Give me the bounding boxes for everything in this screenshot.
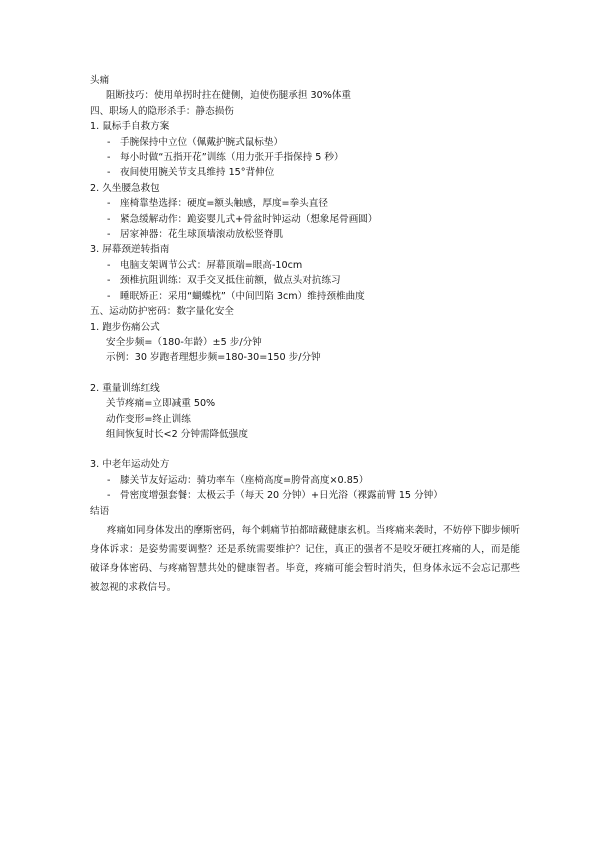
text-line: 阻断技巧：使用单拐时拄在健侧，迫使伤腿承担 30%体重 <box>106 90 352 102</box>
section-heading: 五、运动防护密码：数字量化安全 <box>90 306 234 318</box>
bullet-dash: - <box>107 229 111 241</box>
text-line: 关节疼痛=立即减重 50% <box>106 398 216 410</box>
subsection-heading: 1. 跑步伤痛公式 <box>90 321 160 333</box>
bullet-dash: - <box>107 213 111 225</box>
blank-line <box>90 366 520 381</box>
section-heading: 四、职场人的隐形杀手：静态损伤 <box>90 105 234 117</box>
text-line: 组间恢复时长<2 分钟需降低强度 <box>106 428 248 440</box>
text-line: 动作变形=终止训练 <box>106 413 191 425</box>
text-line: 头痛 <box>90 75 110 86</box>
list-item: - 手腕保持中立位（佩戴护腕式鼠标垫） <box>90 135 520 150</box>
text-line: 安全步频=（180-年龄）±5 步/分钟 <box>106 336 262 348</box>
list-item: - 膝关节友好运动：骑功率车（座椅高度=胯骨高度×0.85） <box>90 473 520 488</box>
list-item: - 电脑支架调节公式：屏幕顶端=眼高-10cm <box>90 258 520 273</box>
list-item: - 紧急缓解动作：跪姿婴儿式+骨盆时钟运动（想象尾骨画圆） <box>90 212 520 227</box>
bullet-dash: - <box>107 490 111 502</box>
conclusion-heading: 结语 <box>90 505 110 517</box>
list-item: - 居家神器：花生球顶墙滚动放松竖脊肌 <box>90 227 520 242</box>
subsection-heading: 2. 久坐腰急救包 <box>90 182 160 194</box>
list-item: - 座椅靠垫选择：硬度=额头触感，厚度=拳头直径 <box>90 196 520 211</box>
document-body <box>90 73 520 597</box>
bullet-dash: - <box>107 259 111 271</box>
subsection-heading: 1. 鼠标手自救方案 <box>90 121 170 133</box>
bullet-dash: - <box>107 167 111 179</box>
bullet-dash: - <box>107 474 111 486</box>
list-item: - 每小时做“五指开花”训练（用力张开手指保持 5 秒） <box>90 150 520 165</box>
list-item: - 夜间使用腕关节支具维持 15°背伸位 <box>90 165 520 180</box>
bullet-dash: - <box>107 198 111 210</box>
conclusion-paragraph: 疼痛如同身体发出的摩斯密码，每个刺痛节拍都暗藏健康玄机。当疼痛来袭时，不妨停下脚步倾听身体诉求：是姿势需要调整？还是系统需要维护？记住，真正的强者不是咬牙硬扛疼痛的人，而是能破译身体密码、与疼痛智慧共处的健康智者。毕竟，疼痛可能会暂时消失，但身体永远不会忘记那些被忽视的求救信号。 <box>90 524 520 593</box>
blank-line <box>90 442 520 457</box>
subsection-heading: 2. 重量训练红线 <box>90 382 160 394</box>
bullet-dash: - <box>107 152 111 164</box>
bullet-dash: - <box>107 290 111 302</box>
bullet-dash: - <box>107 136 111 148</box>
list-item: - 骨密度增强套餐：太极云手（每天 20 分钟）+日光浴（裸露前臂 15 分钟） <box>90 488 520 503</box>
subsection-heading: 3. 中老年运动处方 <box>90 459 170 471</box>
subsection-heading: 3. 屏幕颈逆转指南 <box>90 244 170 256</box>
list-item: - 睡眠矫正：采用“蝴蝶枕”（中间凹陷 3cm）维持颈椎曲度 <box>90 289 520 304</box>
list-item: - 颈椎抗阻训练：双手交叉抵住前额，做点头对抗练习 <box>90 273 520 288</box>
text-line: 示例：30 岁跑者理想步频=180-30=150 步/分钟 <box>106 352 321 364</box>
bullet-dash: - <box>107 275 111 287</box>
